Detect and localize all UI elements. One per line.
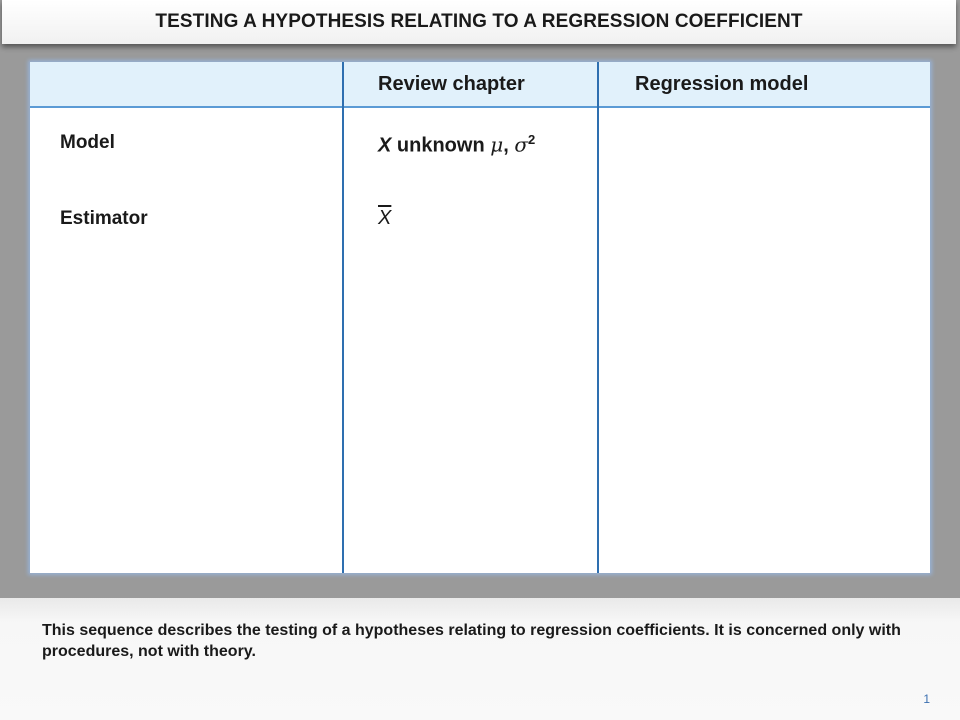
mu-symbol: μ: [490, 132, 504, 157]
separator: ,: [503, 134, 515, 157]
column-divider-1: [342, 62, 344, 573]
review-estimator-xbar: $\overline{X}$: [378, 207, 392, 229]
unknown-text: unknown: [391, 134, 491, 157]
exponent: 2: [528, 132, 536, 147]
page-number: 1: [923, 692, 930, 706]
row-label-model: Model: [60, 132, 115, 153]
notes-footer: [0, 598, 960, 720]
sigma-symbol: σ: [514, 132, 529, 157]
row-label-estimator: Estimator: [60, 208, 148, 229]
column-divider-2: [597, 62, 599, 573]
title-bar: [2, 0, 956, 44]
header-review-chapter: Review chapter: [378, 73, 525, 95]
comparison-table: [30, 62, 930, 573]
variable-x: X: [378, 134, 392, 157]
slide-title: TESTING A HYPOTHESIS RELATING TO A REGRESSION COEFFICIENT: [155, 11, 803, 32]
header-regression-model: Regression model: [635, 73, 809, 95]
description-text: This sequence describes the testing of a hypotheses relating to regression coefficients. It is concerned only with procedures, not with theory.: [42, 622, 901, 660]
review-model-cell: [378, 132, 535, 158]
